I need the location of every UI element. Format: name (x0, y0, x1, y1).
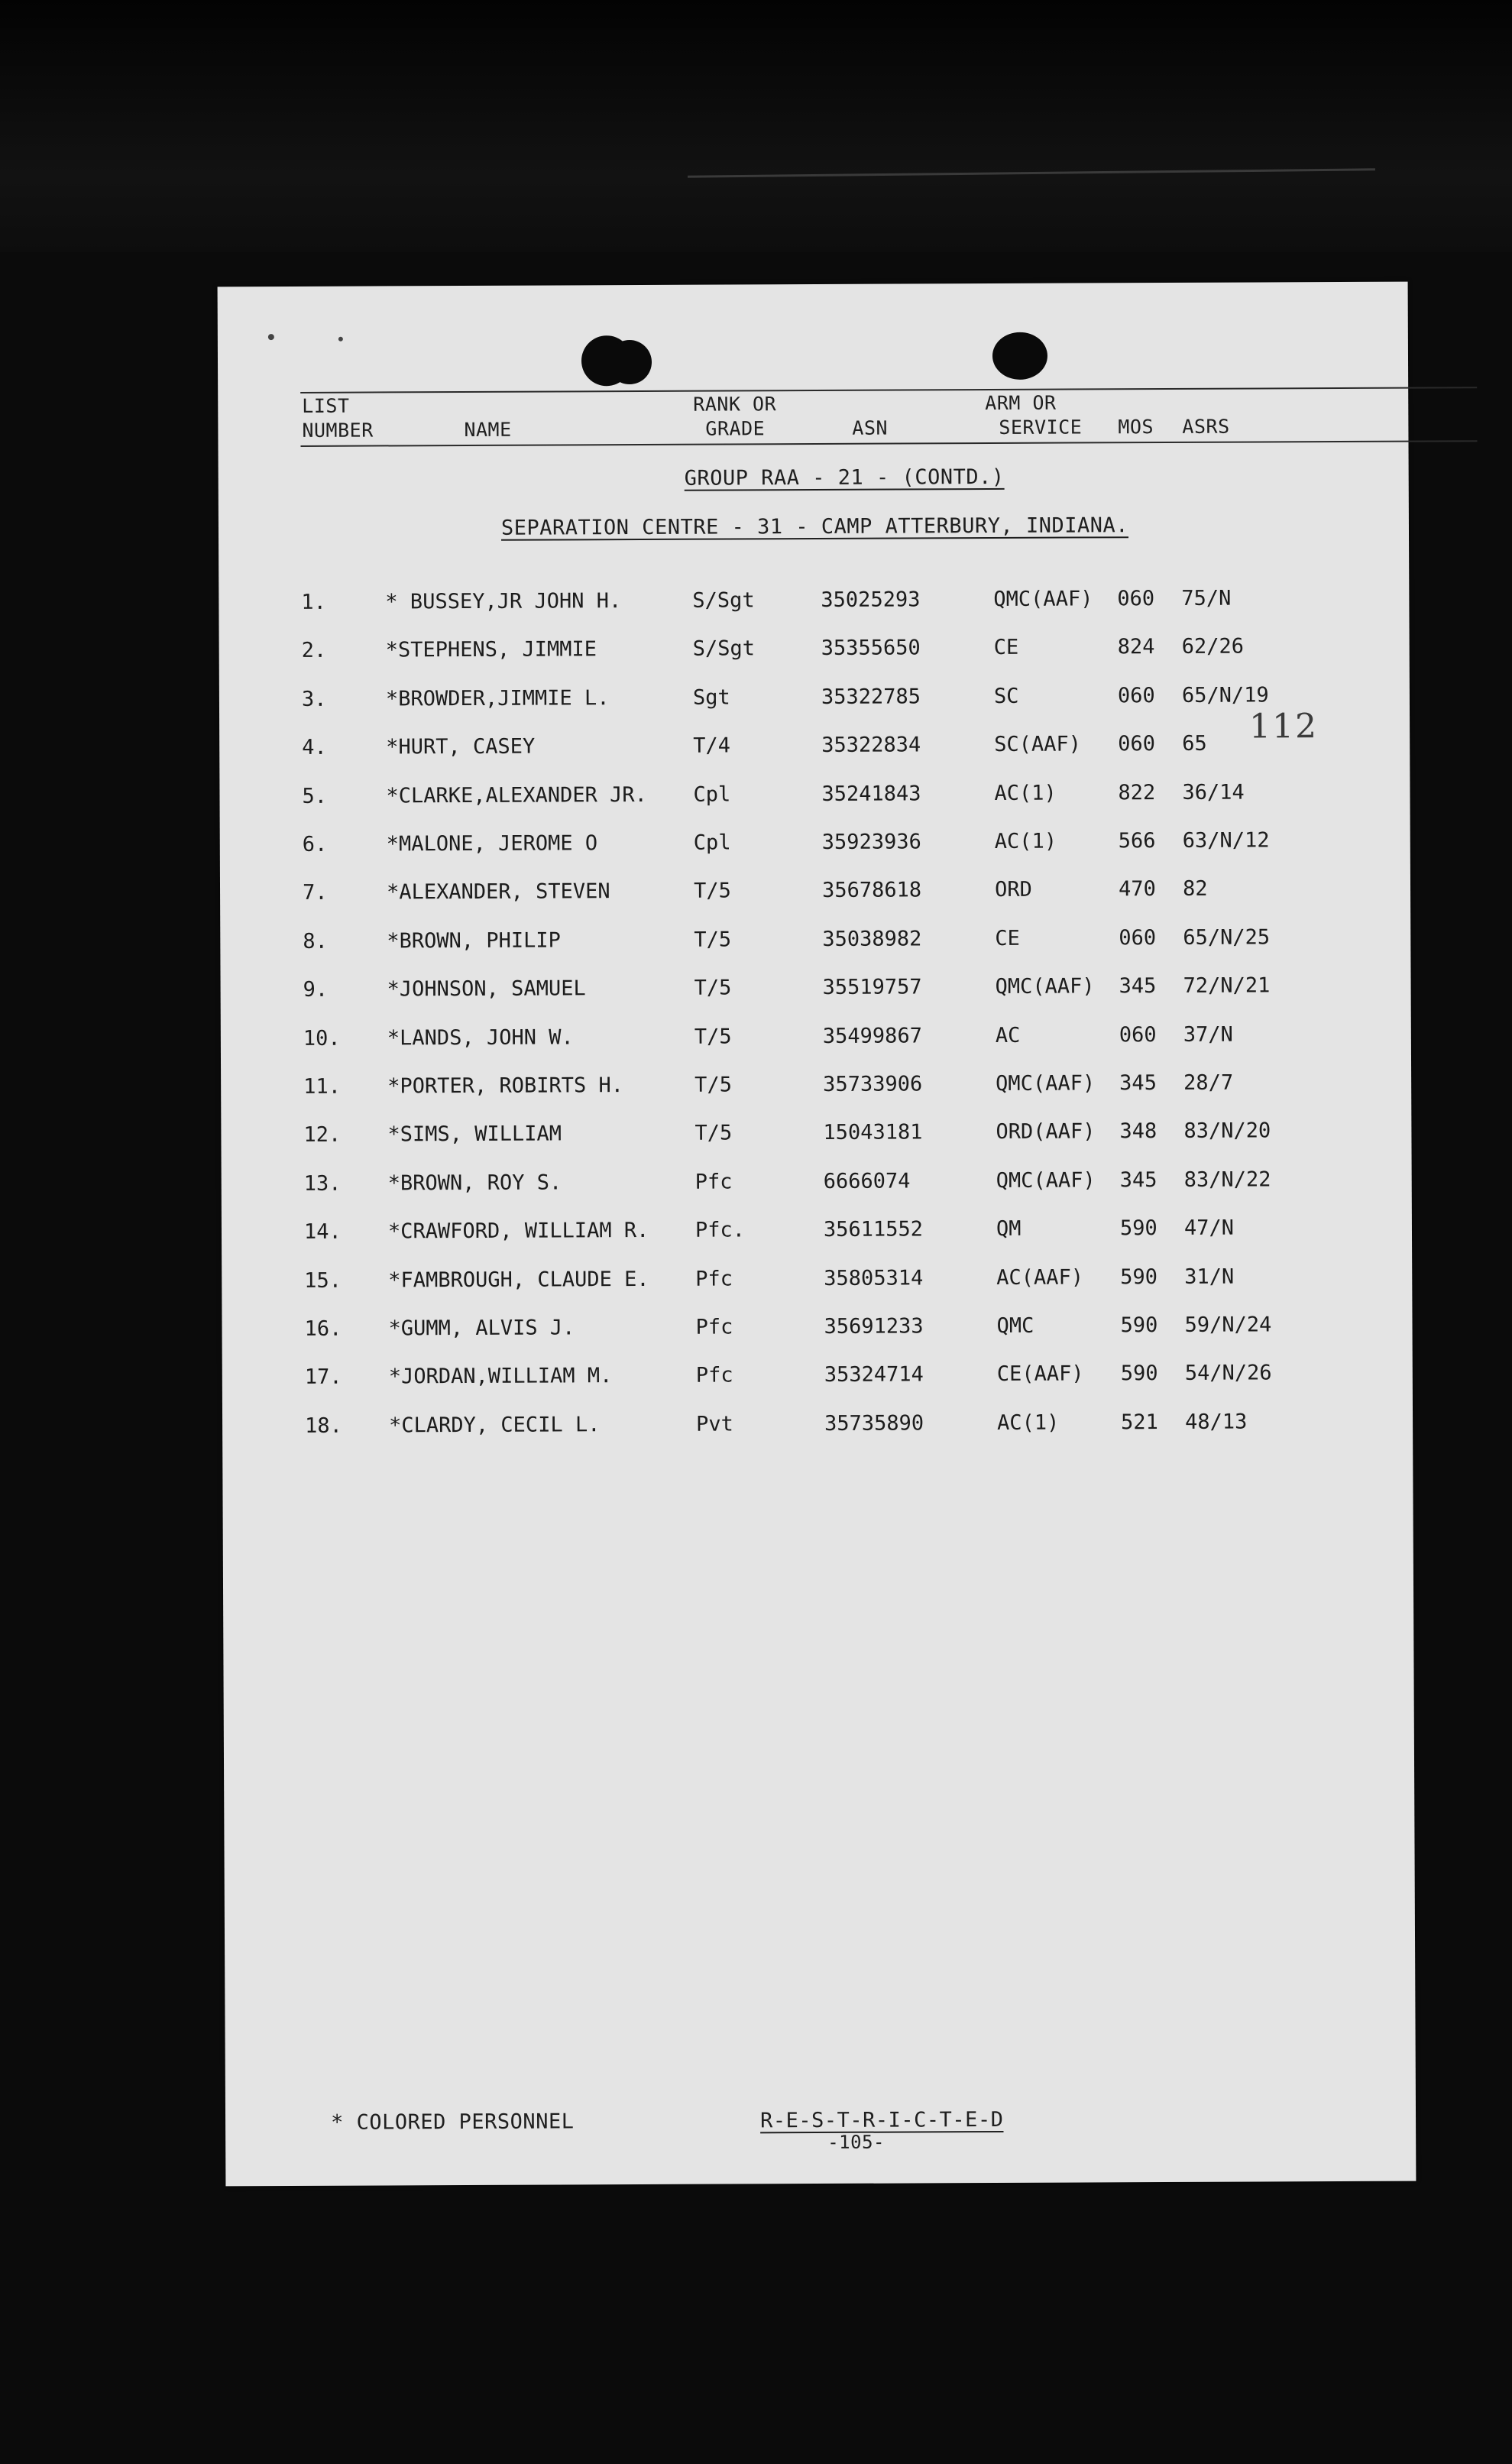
cell-asn: 35322785 (821, 685, 921, 709)
cell-rank: Pfc. (694, 1218, 746, 1242)
cell-asn: 15043181 (823, 1120, 923, 1145)
cell-name: *PORTER, ROBIRTS H. (387, 1073, 624, 1099)
cell-asrs: 82 (1182, 877, 1208, 902)
cell-asn: 35691233 (824, 1314, 924, 1339)
cell-asrs: 72/N/21 (1183, 973, 1271, 999)
table-row (221, 973, 1411, 1009)
table-row (222, 1409, 1413, 1445)
cell-name: *GUMM, ALVIS J. (388, 1316, 575, 1341)
cell-arm: CE (995, 926, 1020, 950)
cell-asrs: 54/N/26 (1184, 1361, 1272, 1386)
cell-rank: Cpl (693, 782, 731, 807)
page-number: -105- (827, 2131, 885, 2153)
cell-num: 8. (303, 929, 328, 954)
cell-rank: Pfc (695, 1363, 733, 1388)
cell-mos: 060 (1118, 732, 1156, 756)
cell-arm: QMC(AAF) (996, 1071, 1096, 1096)
cell-mos: 590 (1119, 1216, 1157, 1241)
cell-name: *JORDAN,WILLIAM M. (388, 1364, 613, 1389)
table-row (219, 634, 1410, 670)
paper-speck (268, 334, 274, 340)
cell-name: *HURT, CASEY (386, 734, 536, 759)
group-title: GROUP RAA - 21 - (CONTD.) (684, 465, 1005, 491)
cell-num: 3. (301, 687, 327, 711)
cell-mos: 345 (1119, 974, 1157, 999)
classification-restricted: R-E-S-T-R-I-C-T-E-D (759, 2107, 1004, 2133)
cell-num: 16. (304, 1316, 342, 1341)
cell-asrs: 31/N (1184, 1264, 1235, 1289)
cell-name: *MALONE, JEROME O (386, 831, 598, 856)
table-row (222, 1216, 1412, 1251)
separation-title: SEPARATION CENTRE - 31 - CAMP ATTERBURY, INDIANA. (500, 513, 1129, 540)
cell-rank: Pfc (694, 1170, 733, 1194)
cell-num: 5. (302, 784, 328, 808)
table-row (220, 924, 1410, 960)
cell-mos: 060 (1119, 1022, 1157, 1047)
cell-mos: 521 (1121, 1410, 1158, 1435)
footnote-colored-personnel: * COLORED PERSONNEL (331, 2109, 575, 2135)
cell-num: 13. (303, 1171, 342, 1196)
cell-asrs: 48/13 (1185, 1410, 1248, 1434)
cell-mos: 060 (1117, 587, 1155, 611)
cell-num: 17. (304, 1365, 342, 1390)
cell-asn: 35923936 (821, 830, 921, 854)
cell-num: 9. (303, 977, 329, 1002)
cell-mos: 345 (1119, 1071, 1157, 1096)
table-row (219, 586, 1409, 622)
cell-rank: T/5 (694, 1073, 732, 1097)
header-bottom-rule (300, 440, 1477, 447)
cell-name: *STEPHENS, JIMMIE (385, 637, 597, 662)
cell-asn: 35519757 (822, 975, 922, 1000)
cell-asrs: 59/N/24 (1184, 1313, 1272, 1337)
cell-asrs: 75/N (1181, 586, 1232, 610)
cell-rank: T/5 (694, 1025, 732, 1049)
cell-asn: 35241843 (821, 781, 921, 806)
cell-asrs: 63/N/12 (1182, 828, 1270, 853)
cell-arm: AC(AAF) (996, 1265, 1084, 1290)
cell-arm: AC(1) (997, 1410, 1060, 1435)
cell-name: *CLARDY, CECIL L. (389, 1413, 601, 1438)
cell-asrs: 62/26 (1181, 634, 1245, 659)
cell-asrs: 36/14 (1182, 780, 1245, 805)
cell-rank: Pvt (696, 1412, 733, 1436)
cell-asn: 35499867 (822, 1023, 922, 1048)
cell-name: * BUSSEY,JR JOHN H. (385, 589, 622, 614)
cell-rank: S/Sgt (692, 636, 756, 662)
header-rank-1: RANK OR (693, 393, 777, 416)
cell-num: 18. (305, 1413, 342, 1438)
cell-rank: T/5 (693, 879, 731, 904)
cell-arm: QM (996, 1217, 1021, 1242)
cell-mos: 348 (1119, 1119, 1157, 1144)
table-row (219, 731, 1410, 767)
table-row (222, 1264, 1412, 1300)
cell-asrs: 83/N/20 (1183, 1119, 1271, 1144)
table-row (220, 828, 1410, 864)
cell-name: *BROWN, PHILIP (387, 928, 561, 954)
cell-asn: 35322834 (821, 733, 921, 758)
table-row (221, 1119, 1411, 1154)
header-asn: ASN (852, 416, 889, 439)
cell-mos: 566 (1118, 829, 1156, 853)
cell-arm: CE (993, 636, 1019, 660)
cell-num: 6. (302, 832, 328, 856)
paper-speck (338, 337, 343, 342)
header-mos: MOS (1118, 416, 1154, 439)
table-row (219, 682, 1410, 718)
cell-arm: CE(AAF) (996, 1362, 1084, 1387)
cell-mos: 345 (1119, 1167, 1157, 1193)
cell-rank: Cpl (693, 831, 731, 855)
header-number: NUMBER (302, 419, 374, 442)
cell-mos: 590 (1120, 1362, 1158, 1386)
cell-asrs: 28/7 (1183, 1070, 1234, 1095)
cell-num: 15. (304, 1268, 342, 1293)
cell-rank: T/5 (694, 928, 732, 952)
cell-asrs: 65/N/25 (1183, 925, 1271, 950)
cell-mos: 590 (1120, 1264, 1158, 1289)
cell-mos: 060 (1117, 683, 1155, 708)
cell-num: 7. (302, 881, 328, 905)
cell-asrs: 65 (1182, 731, 1207, 756)
cell-rank: Pfc (695, 1267, 733, 1291)
cell-name: *BROWDER,JIMMIE L. (385, 685, 610, 711)
cell-arm: ORD (994, 878, 1032, 902)
cell-asrs: 37/N (1183, 1022, 1233, 1047)
header-rank-2: GRADE (705, 417, 766, 440)
table-row (222, 1167, 1412, 1203)
cell-rank: T/4 (693, 733, 731, 758)
header-list: LIST (302, 394, 350, 417)
table-row (221, 1022, 1411, 1057)
cell-rank: T/5 (694, 976, 732, 1000)
cell-name: *FAMBROUGH, CLAUDE E. (388, 1267, 649, 1293)
cell-arm: SC(AAF) (994, 732, 1082, 757)
cell-num: 10. (303, 1026, 341, 1051)
cell-asn: 35735890 (824, 1411, 924, 1436)
penciled-page-number: 112 (1248, 707, 1319, 746)
cell-num: 12. (303, 1123, 342, 1148)
cell-rank: S/Sgt (692, 588, 755, 613)
cell-name: *SIMS, WILLIAM (387, 1122, 562, 1147)
cell-mos: 590 (1120, 1313, 1158, 1338)
cell-asn: 35733906 (823, 1072, 923, 1096)
cell-arm: QMC (996, 1313, 1034, 1338)
cell-name: *CRAWFORD, WILLIAM R. (387, 1219, 649, 1244)
punch-hole (992, 332, 1047, 380)
header-asrs: ASRS (1182, 415, 1230, 438)
cell-name: *BROWN, ROY S. (387, 1170, 562, 1196)
cell-rank: Pfc (695, 1315, 733, 1339)
cell-asn: 35355650 (821, 636, 921, 661)
cell-asn: 35038982 (822, 927, 922, 951)
cell-arm: QMC(AAF) (993, 587, 1093, 611)
cell-asn: 6666074 (823, 1169, 911, 1193)
cell-mos: 470 (1118, 877, 1156, 902)
cell-arm: AC(1) (994, 781, 1057, 805)
header-top-rule (300, 387, 1477, 393)
header-arm-1: ARM OR (985, 391, 1057, 415)
cell-asrs: 83/N/22 (1183, 1167, 1271, 1192)
cell-asn: 35025293 (821, 588, 921, 612)
cell-asn: 35678618 (821, 878, 922, 903)
table-row (222, 1313, 1412, 1349)
cell-rank: Sgt (692, 685, 730, 710)
cell-asrs: 65/N/19 (1181, 683, 1269, 707)
cell-asrs: 47/N (1183, 1216, 1235, 1241)
cell-asn: 35611552 (823, 1217, 924, 1242)
punch-hole (607, 340, 652, 384)
cell-name: *CLARKE,ALEXANDER JR. (386, 782, 647, 808)
cell-num: 2. (301, 639, 327, 663)
cell-arm: SC (993, 684, 1019, 708)
cell-num: 1. (301, 590, 326, 614)
cell-mos: 822 (1118, 780, 1156, 805)
header-arm-2: SERVICE (999, 416, 1083, 439)
cell-arm: AC (995, 1023, 1021, 1047)
table-row (220, 876, 1410, 912)
cell-arm: AC(1) (994, 829, 1057, 853)
cell-arm: QMC(AAF) (995, 974, 1095, 999)
cell-name: *ALEXANDER, STEVEN (386, 879, 610, 905)
document-page (218, 282, 1416, 2187)
cell-num: 14. (303, 1219, 342, 1245)
cell-mos: 824 (1117, 635, 1155, 659)
cell-asn: 35805314 (824, 1265, 924, 1290)
cell-name: *LANDS, JOHN W. (387, 1025, 574, 1051)
table-row (219, 779, 1410, 815)
scanner-background (0, 0, 1512, 252)
cell-rank: T/5 (694, 1121, 733, 1146)
table-row (222, 1361, 1413, 1397)
cell-arm: ORD(AAF) (996, 1119, 1096, 1145)
cell-num: 4. (302, 735, 327, 760)
table-row (221, 1070, 1411, 1106)
cell-num: 11. (303, 1074, 342, 1099)
header-name: NAME (464, 418, 512, 442)
cell-name: *JOHNSON, SAMUEL (387, 976, 586, 1002)
cell-arm: QMC(AAF) (996, 1168, 1096, 1193)
cell-mos: 060 (1119, 925, 1157, 950)
cell-asn: 35324714 (824, 1362, 924, 1387)
